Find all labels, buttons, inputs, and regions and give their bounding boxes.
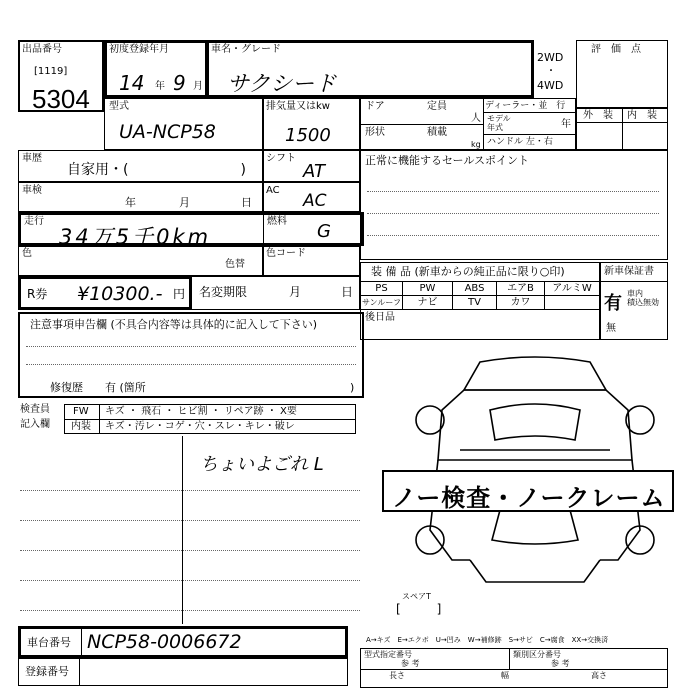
warranty-yes: 有 (604, 293, 622, 314)
after-label: 後日品 (365, 312, 395, 323)
equipment-label: 装 備 品 (新車からの純正品に限り○印) (371, 265, 565, 278)
recycle-box (18, 276, 192, 310)
int-insp-label: 内装 (71, 421, 91, 432)
notes-line-2 (26, 364, 356, 365)
car-name-label: 車名・グレード (211, 44, 281, 55)
color-label: 色 (22, 248, 32, 259)
score-box (576, 40, 668, 108)
recycle-unit: 円 (173, 287, 186, 301)
inspector-area (182, 436, 183, 624)
width-label: 幅 (501, 671, 509, 680)
warranty-hdiv (601, 281, 667, 282)
warranty-box (600, 262, 668, 340)
notes-label: 注意事項申告欄 (不具合内容等は具体的に記入して下さい) (30, 318, 318, 331)
recycle-value: ¥10300.- (77, 283, 163, 305)
lot-sub: [1119] (34, 66, 68, 77)
drive-dot: ・ (546, 66, 556, 77)
notes-line-1 (26, 346, 356, 347)
door-label: ドア (365, 101, 385, 112)
insp-line-2 (20, 520, 360, 521)
color-row (18, 246, 264, 276)
use-value: 自家用・( ) (67, 162, 246, 178)
warranty-note: 車内 積込無効 (627, 289, 659, 307)
ref-hdiv (361, 669, 667, 670)
dealer-label: ディーラー・並 行 (485, 101, 566, 111)
no-claim-stamp (382, 470, 674, 512)
model-value (119, 121, 216, 143)
name-change-box (190, 276, 360, 310)
ref-table (360, 648, 668, 688)
recycle-label: R券 (27, 287, 48, 301)
drive-box (534, 42, 576, 98)
ext-label: 外 装 (583, 110, 613, 121)
int-label: 内 装 (627, 110, 657, 121)
load-unit: kg (471, 140, 481, 149)
use-label: 車歴 (22, 153, 42, 164)
ext-int-hdivider (577, 122, 667, 123)
insp-line-3 (20, 550, 360, 551)
reg-box (18, 658, 348, 686)
name-change-day: 日 (341, 285, 354, 299)
displacement-box (262, 98, 360, 150)
capacity-unit: 人 (471, 113, 481, 124)
wheel-fl (416, 406, 444, 434)
mileage-divider (263, 215, 264, 243)
first-reg-year: 14 (119, 71, 145, 95)
ac-value: AC (303, 191, 327, 211)
name-change-label: 名変期限 (199, 285, 248, 299)
type-label: 型式指定番号 (364, 650, 412, 659)
inspector-label-2: 記入欄 (20, 419, 50, 430)
inspector-handwritten: ちょいよごれ L (200, 454, 324, 475)
inspection-label: 車検 (22, 185, 42, 196)
int-insp-text: キズ・汚レ・コゲ・穴・スレ・キレ・破レ (105, 421, 295, 432)
chassis-box (18, 626, 348, 658)
chassis-value: NCP58-0006672 (87, 631, 242, 653)
sales-line-1 (367, 191, 659, 192)
car-roof-outline (464, 357, 606, 390)
inspector-label (20, 404, 50, 430)
equip-after-divider (361, 309, 599, 310)
color-code-box (262, 246, 360, 276)
door-divider-v (483, 99, 484, 149)
ref1-label: 参 考 (401, 659, 420, 668)
displacement-value: 1500 (285, 125, 331, 146)
equipment-box (360, 262, 600, 340)
capacity-label: 定員 (427, 101, 447, 112)
first-reg-year-unit: 年 (155, 81, 165, 92)
name-change-month: 月 (289, 285, 302, 299)
spare-bracket: [ ] (396, 602, 442, 616)
equip-row1 (361, 281, 599, 295)
equip-leather: カワ (497, 296, 545, 309)
stamp-text: ノー検査・ノークレーム (392, 484, 666, 512)
spare-label: スペアT (402, 592, 431, 601)
fw-label: FW (73, 406, 89, 417)
first-reg-month: 9 (173, 71, 186, 95)
inspector-vdivider (99, 405, 100, 433)
height-label: 高さ (591, 671, 607, 680)
mileage-row (18, 212, 364, 249)
inspection-month-unit: 月 (179, 196, 190, 209)
equip-row2 (361, 295, 599, 309)
first-reg-label: 初度登録年月 (109, 44, 169, 55)
ac-box (262, 182, 360, 212)
ref2-label: 参 考 (551, 659, 570, 668)
wheel-fr (626, 406, 654, 434)
car-name-box (206, 40, 534, 98)
ac-label: AC (266, 185, 280, 196)
ext-int-divider (622, 109, 623, 149)
inspector-hdivider (65, 419, 355, 420)
equip-airbag: エアB (497, 282, 545, 295)
chassis-divider (81, 629, 82, 655)
inspection-day-unit: 日 (241, 196, 252, 209)
first-reg-box (104, 40, 208, 98)
car-windshield (490, 404, 580, 440)
lot-box (18, 40, 104, 112)
inspection-row (18, 182, 264, 212)
ref-vdiv (509, 649, 510, 669)
equip-tv: TV (453, 296, 497, 309)
first-reg-month-unit: 月 (193, 81, 203, 92)
displacement-label: 排気量又はkw (266, 101, 330, 112)
equip-sunroof: サンルーフ (362, 298, 401, 307)
score-label: 評 価 点 (591, 44, 641, 55)
color-code-label: 色コード (266, 248, 306, 259)
shift-value: AT (303, 161, 325, 182)
model-value-text: UA-NCP58 (119, 121, 216, 143)
lot-label: 出品番号 (22, 44, 62, 55)
load-label: 積載 (427, 127, 447, 138)
repair-label: 修復歴 有 (箇所 (50, 381, 146, 394)
car-name-value: サクシード (227, 72, 337, 97)
equip-pw: PW (403, 282, 453, 295)
warranty-label: 新車保証書 (604, 266, 654, 277)
repair-close: ) (350, 381, 355, 394)
model-label: 型式 (109, 101, 129, 112)
length-label: 長さ (389, 671, 405, 680)
model-year-unit: 年 (561, 119, 571, 130)
equip-alloy: アルミW (552, 283, 592, 294)
insp-line-5 (20, 610, 360, 611)
damage-legend: A→キズ E→エクボ U→凹み W→補修跡 S→サビ C→腐食 XX→交換済 (366, 636, 609, 644)
dealer-divider (483, 112, 575, 113)
insp-line-4 (20, 580, 360, 581)
mileage-label: 走行 (24, 216, 44, 227)
inspection-year-unit: 年 (125, 196, 136, 209)
reg-label: 登録番号 (25, 665, 69, 678)
reg-divider (79, 659, 80, 685)
door-divider-h (361, 124, 483, 125)
inspector-label-1: 検査員 (20, 404, 50, 415)
fw-text: キズ ・ 飛石 ・ ヒビ割 ・ リペア跡 ・ X要 (105, 406, 297, 417)
sales-line-2 (367, 213, 659, 214)
sales-point-label: 正常に機能するセールスポイント (365, 154, 530, 167)
equip-navi: ナビ (403, 296, 453, 309)
notes-box (18, 312, 364, 398)
drive-2wd: 2WD (537, 51, 564, 64)
inspector-grid (64, 404, 356, 434)
equip-ps: PS (361, 282, 403, 295)
shift-box (262, 150, 360, 182)
use-row (18, 150, 264, 182)
equip-abs: ABS (453, 282, 497, 295)
lot-number: 5304 (32, 84, 90, 114)
paint-label: 色替 (225, 259, 245, 270)
drive-4wd: 4WD (537, 79, 564, 92)
model-year-label: モデル 年式 (487, 114, 511, 132)
warranty-no: 無 (606, 323, 616, 334)
class-label: 類別区分番号 (513, 650, 561, 659)
fuel-value: G (317, 221, 331, 242)
shape-label: 形状 (365, 127, 385, 138)
door-box (360, 98, 576, 150)
shift-label: シフト (266, 153, 296, 164)
dealer-divider2 (483, 134, 575, 135)
mileage-value: 34万5千0km (59, 225, 212, 249)
fuel-label: 燃料 (267, 216, 287, 227)
sales-point-box (360, 150, 668, 260)
chassis-label: 車台番号 (27, 636, 71, 649)
model-box (104, 98, 264, 150)
ext-int-box (576, 108, 668, 150)
insp-line-1 (20, 490, 360, 491)
handle-label: ハンドル 左・右 (487, 137, 553, 147)
sales-line-3 (367, 235, 659, 236)
car-rear-outline (470, 560, 600, 582)
